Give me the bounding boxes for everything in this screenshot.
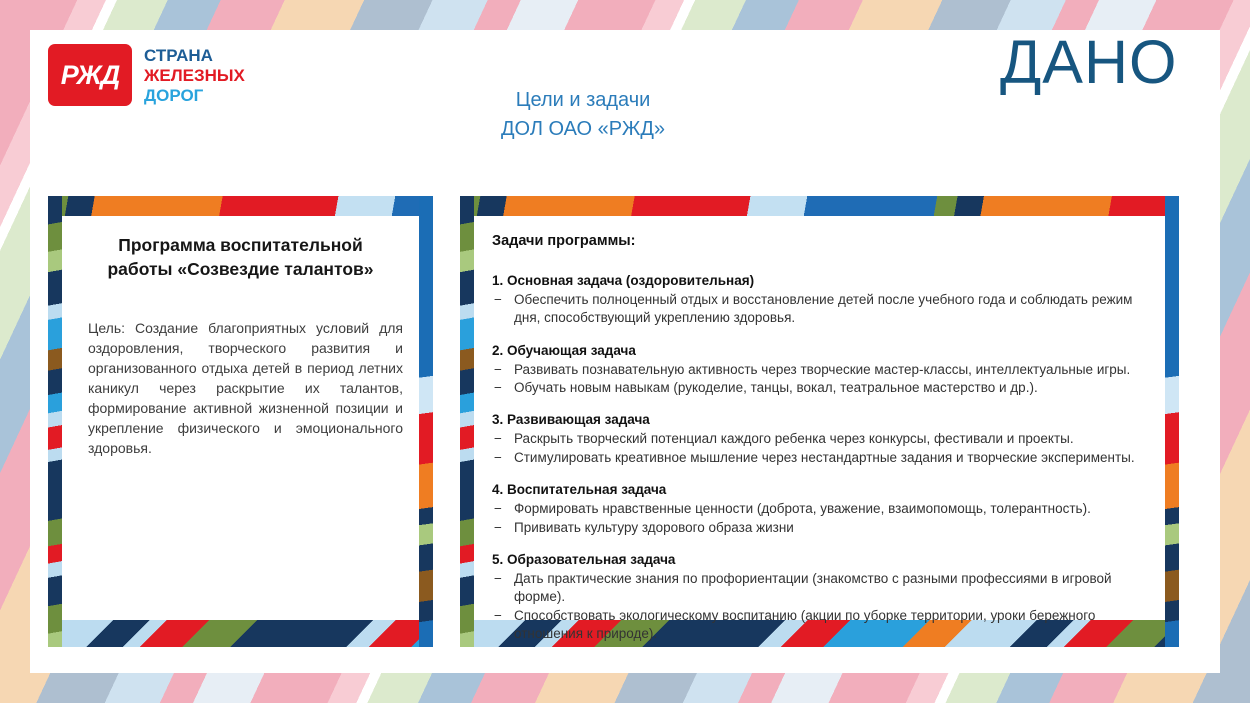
task-group-2 [492,343,1149,398]
bullet-text: Дать практические знания по профориентации (знакомство с разными профессиями в игровой форме). [514,570,1112,605]
bullet-text: Стимулировать креативное мышление через нестандартные задания и творческие эксперименты. [514,449,1135,465]
bullet-text: Раскрыть творческий потенциал каждого ребенка через конкурсы, фестивали и проекты. [514,431,1074,447]
task-title: 4. Воспитательная задача [492,482,667,498]
task-bullet [492,291,1149,328]
rzd-logo-icon [48,44,132,106]
slide-title-line1: Цели и задачи [515,89,651,111]
task-group-5 [492,552,1149,643]
task-group-1 [492,273,1149,328]
logo-caption [144,44,245,106]
rzd-logo-text: РЖД [60,59,120,90]
rzd-logo-block [48,44,245,106]
right-panel [460,196,1179,647]
left-panel-border-bottom [48,620,433,647]
task-bullet [492,607,1149,644]
task-bullet [492,379,1149,397]
program-title-line1: Программа воспитательной [118,235,363,255]
bullet-text: Развивать познавательную активность через творческие мастер-классы, интеллектуальные игры. [514,361,1131,377]
slide-title [501,86,665,144]
right-panel-border-top [460,196,1179,217]
logo-caption-line2: ЖЕЛЕЗНЫХ [144,66,245,85]
tasks-list [492,273,1149,643]
bullet-dash-icon: − [494,361,502,377]
task-title: 1. Основная задача (оздоровительная) [492,273,755,288]
bullet-dash-icon: − [494,449,502,465]
task-bullet [492,500,1149,518]
bullet-dash-icon: − [494,570,502,586]
task-group-4 [492,482,1149,537]
task-title: 5. Образовательная задача [492,551,676,567]
task-title: 3. Развивающая задача [492,412,650,428]
logo-caption-line3: ДОРОГ [144,86,204,105]
logo-caption-line1: СТРАНА [144,46,213,65]
task-bullet [492,519,1149,537]
bullet-dash-icon: − [494,519,502,535]
tasks-content [474,216,1165,643]
bullet-text: Обеспечить полноценный отдых и восстановление детей после учебного года и соблюдать режим дня, способствующий укреплению здоровья. [514,292,1133,326]
bullet-dash-icon: − [494,607,502,623]
bullet-text: Формировать нравственные ценности (доброта, уважение, взаимопомощь, толерантность). [514,501,1091,517]
bullet-dash-icon: − [494,431,502,447]
bullet-text: Прививать культуру здорового образа жизни [514,519,794,535]
right-panel-border-left [460,196,474,647]
task-title: 2. Обучающая задача [492,342,636,358]
right-panel-content [474,216,1165,641]
program-title [72,234,409,281]
task-group-3 [492,412,1149,467]
bullet-dash-icon: − [494,380,502,396]
program-goal-text: Цель: Создание благоприятных условий для оздоровления, творческого развития и организованного отдыха детей в период летних каникул через раскрытие их талантов, формирование активной жизненной позиции и укрепление физического и эмоционального здоровья. [88,320,403,456]
left-panel-border-right [419,196,433,647]
bullet-dash-icon: − [494,292,502,307]
right-panel-border-right [1165,196,1179,647]
left-panel [48,196,433,647]
slide-title-line2: ДОЛ ОАО «РЖД» [500,118,666,140]
bullet-text: Способствовать экологическому воспитанию (акции по уборке территории, уроки бережного отношения к природе). [514,607,1096,641]
bullet-dash-icon: − [494,501,502,517]
task-bullet [492,570,1149,607]
corner-label: ДАНО [1000,28,1178,96]
task-bullet [492,361,1149,379]
bullet-text: Обучать новым навыкам (рукоделие, танцы, вокал, театральное мастерство и др.). [514,380,1038,396]
left-panel-border-top [48,196,433,217]
program-title-line2: работы «Созвездие талантов» [107,258,374,279]
task-bullet [492,449,1149,467]
left-panel-content [62,216,419,620]
left-panel-border-left [48,196,62,647]
task-bullet [492,430,1149,448]
tasks-heading: Задачи программы: [492,233,636,249]
